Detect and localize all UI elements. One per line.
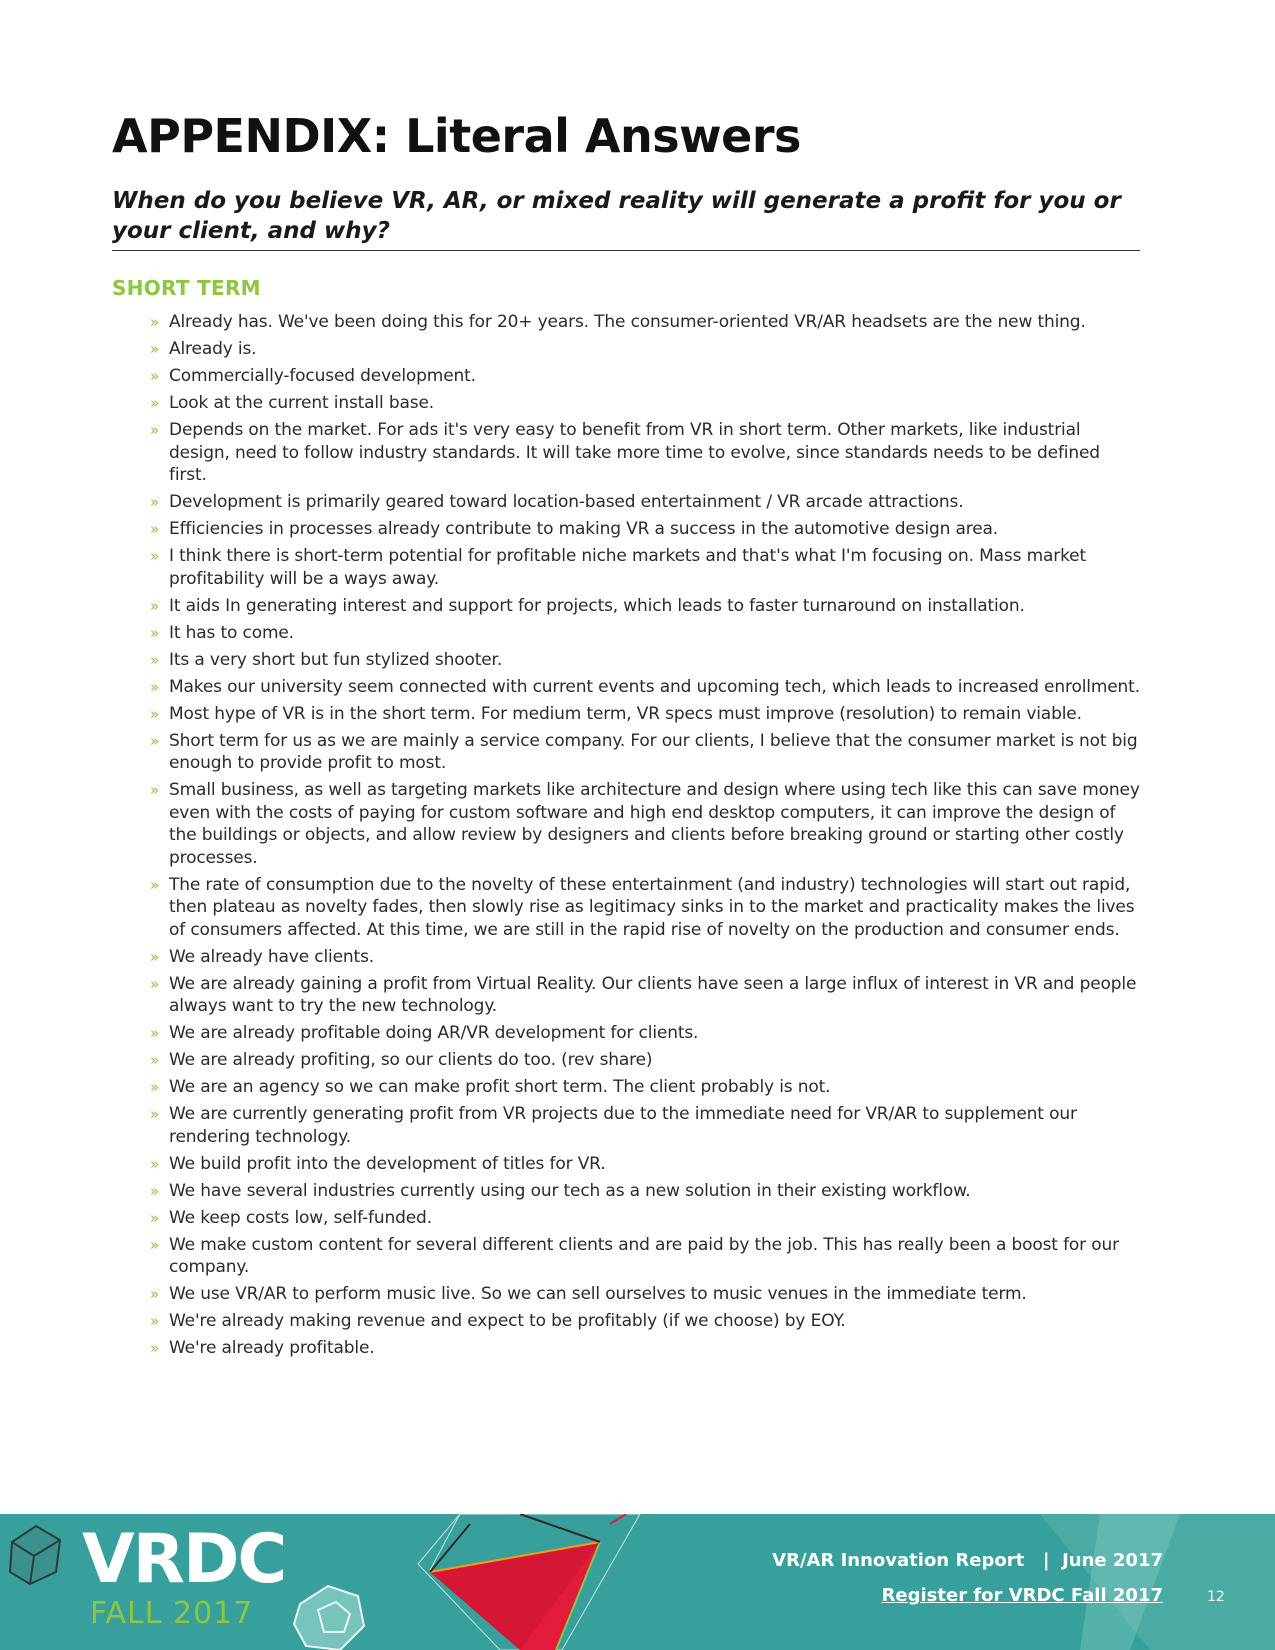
answer-item (150, 973, 1140, 1018)
cube-icon (10, 1526, 60, 1584)
answer-text: I think there is short-term potential for profitable niche markets and that's what I'm focusing on. Mass market profitability will be a ways away. (169, 546, 1086, 589)
chevron-bullet-icon: » (150, 650, 160, 669)
vrdc-logo: VRDC (82, 1520, 286, 1599)
chevron-bullet-icon: » (150, 781, 160, 799)
answer-item (150, 1022, 1140, 1045)
answer-text: We are already profitable doing AR/VR development for clients. (169, 1023, 699, 1043)
answer-item (150, 1076, 1140, 1099)
chevron-bullet-icon: » (150, 974, 160, 993)
chevron-bullet-icon: » (150, 1024, 160, 1042)
footer-band (0, 1514, 1275, 1650)
chevron-bullet-icon: » (150, 1312, 160, 1330)
answer-text: Efficiencies in processes already contribute to making VR a success in the automotive design area. (169, 519, 999, 539)
page-title: APPENDIX: Literal Answers (112, 109, 801, 163)
chevron-bullet-icon: » (150, 947, 160, 966)
answer-text: Small business, as well as targeting markets like architecture and design where using tech like this can save money even with the costs of paying for custom software and high end desktop computers, it can improve the design of the buildings or objects, and allow review by designers and clients before breaking ground or starting other costly processes. (169, 780, 1140, 868)
chevron-bullet-icon: » (150, 367, 160, 385)
answer-item (150, 1337, 1140, 1360)
answer-item (150, 338, 1140, 361)
answer-text: It has to come. (169, 622, 294, 643)
chevron-bullet-icon: » (150, 493, 160, 511)
answer-item (150, 311, 1140, 334)
answer-text: Already has. We've been doing this for 20+ years. The consumer-oriented VR/AR headsets are the new thing. (169, 312, 1086, 332)
answer-text: We are already gaining a profit from Virtual Reality. Our clients have seen a large influx of interest in VR and people always want to try the new technology. (169, 973, 1137, 1016)
answer-item (150, 1310, 1140, 1333)
chevron-bullet-icon: » (150, 1181, 160, 1200)
answer-item (150, 622, 1140, 645)
answer-item (150, 874, 1140, 942)
chevron-bullet-icon: » (150, 394, 160, 412)
chevron-bullet-icon: » (150, 1105, 160, 1123)
answer-text: We're already making revenue and expect to be profitably (if we choose) by EOY. (169, 1311, 846, 1331)
answer-text: We build profit into the development of titles for VR. (169, 1153, 606, 1174)
chevron-bullet-icon: » (150, 1051, 160, 1069)
register-link[interactable]: Register for VRDC Fall 2017 (881, 1585, 1163, 1606)
chevron-bullet-icon: » (150, 731, 160, 750)
answer-item (150, 419, 1140, 487)
report-title: VR/AR Innovation Report | June 2017 (772, 1550, 1163, 1571)
answer-text: Most hype of VR is in the short term. For medium term, VR specs must improve (resolution) to remain viable. (169, 703, 1082, 724)
answer-text: The rate of consumption due to the novelty of these entertainment (and industry) technologies will start out rapid, then plateau as novelty fades, then slowly rise as legitimacy sinks in to the market and practicality makes the lives of consumers affected. At this time, we are still in the rapid rise of novelty on the production and consumer ends. (169, 874, 1135, 940)
chevron-bullet-icon: » (150, 520, 160, 538)
answer-item (150, 545, 1140, 590)
chevron-bullet-icon: » (150, 1154, 160, 1173)
chevron-bullet-icon: » (150, 596, 160, 615)
answer-text: We're already profitable. (169, 1338, 375, 1358)
chevron-bullet-icon: » (150, 623, 160, 642)
answer-item (150, 649, 1140, 672)
section-heading-short-term: SHORT TERM (112, 276, 261, 300)
answer-item (150, 779, 1140, 869)
answer-text: Short term for us as we are mainly a service company. For our clients, I believe that the consumer market is not big enough to provide profit to most. (169, 730, 1138, 773)
chevron-bullet-icon: » (150, 1208, 160, 1227)
page-number: 12 (1207, 1589, 1225, 1605)
answer-item (150, 703, 1140, 726)
answers-list (150, 311, 1140, 1364)
chevron-bullet-icon: » (150, 1078, 160, 1096)
dodecahedron-icon (294, 1586, 364, 1650)
answer-text: We are currently generating profit from VR projects due to the immediate need for VR/AR to supplement our rendering technology. (169, 1104, 1077, 1147)
answer-item (150, 946, 1140, 969)
answer-text: We make custom content for several different clients and are paid by the job. This has really been a boost for our company. (169, 1234, 1119, 1277)
answer-text: We are already profiting, so our clients do too. (rev share) (169, 1050, 653, 1070)
answer-text: Makes our university seem connected with current events and upcoming tech, which leads to increased enrollment. (169, 676, 1140, 697)
chevron-bullet-icon: » (150, 421, 160, 439)
chevron-bullet-icon: » (150, 1285, 160, 1303)
chevron-bullet-icon: » (150, 677, 160, 696)
answer-text: Development is primarily geared toward location-based entertainment / VR arcade attractions. (169, 492, 964, 512)
answer-item (150, 595, 1140, 618)
answer-item (150, 1180, 1140, 1203)
answer-text: We already have clients. (169, 946, 375, 967)
chevron-bullet-icon: » (150, 547, 160, 565)
answer-text: Commercially-focused development. (169, 366, 476, 386)
answer-text: It aids In generating interest and support for projects, which leads to faster turnaround on installation. (169, 595, 1025, 616)
answer-text: We keep costs low, self-funded. (169, 1207, 432, 1228)
chevron-bullet-icon: » (150, 1235, 160, 1254)
answer-item (150, 1049, 1140, 1072)
chevron-bullet-icon: » (150, 340, 160, 358)
answer-item (150, 392, 1140, 415)
answer-text: Depends on the market. For ads it's very easy to benefit from VR in short term. Other markets, like industrial design, need to follow industry standards. It will take more time to evolve, since standards needs to be defined first. (169, 420, 1100, 485)
answer-text: We are an agency so we can make profit short term. The client probably is not. (169, 1077, 831, 1097)
chevron-bullet-icon: » (150, 313, 160, 331)
answer-text: We have several industries currently using our tech as a new solution in their existing workflow. (169, 1180, 971, 1201)
answer-text: Already is. (169, 339, 257, 359)
chevron-bullet-icon: » (150, 1339, 160, 1357)
answer-item (150, 1103, 1140, 1148)
answer-item (150, 1153, 1140, 1176)
answer-item (150, 518, 1140, 541)
answer-item (150, 1207, 1140, 1230)
answer-text: Look at the current install base. (169, 393, 435, 413)
vrdc-logo-subtitle: FALL 2017 (90, 1596, 254, 1631)
answer-text: We use VR/AR to perform music live. So we can sell ourselves to music venues in the immediate term. (169, 1284, 1027, 1304)
answer-text: Its a very short but fun stylized shooter. (169, 649, 503, 670)
chevron-bullet-icon: » (150, 875, 160, 894)
answer-item (150, 1283, 1140, 1306)
answer-item (150, 676, 1140, 699)
answer-item (150, 730, 1140, 775)
answer-item (150, 365, 1140, 388)
answer-item (150, 1234, 1140, 1279)
answer-item (150, 491, 1140, 514)
survey-question: When do you believe VR, AR, or mixed reality will generate a profit for you or your client, and why? (112, 186, 1140, 251)
chevron-bullet-icon: » (150, 704, 160, 723)
